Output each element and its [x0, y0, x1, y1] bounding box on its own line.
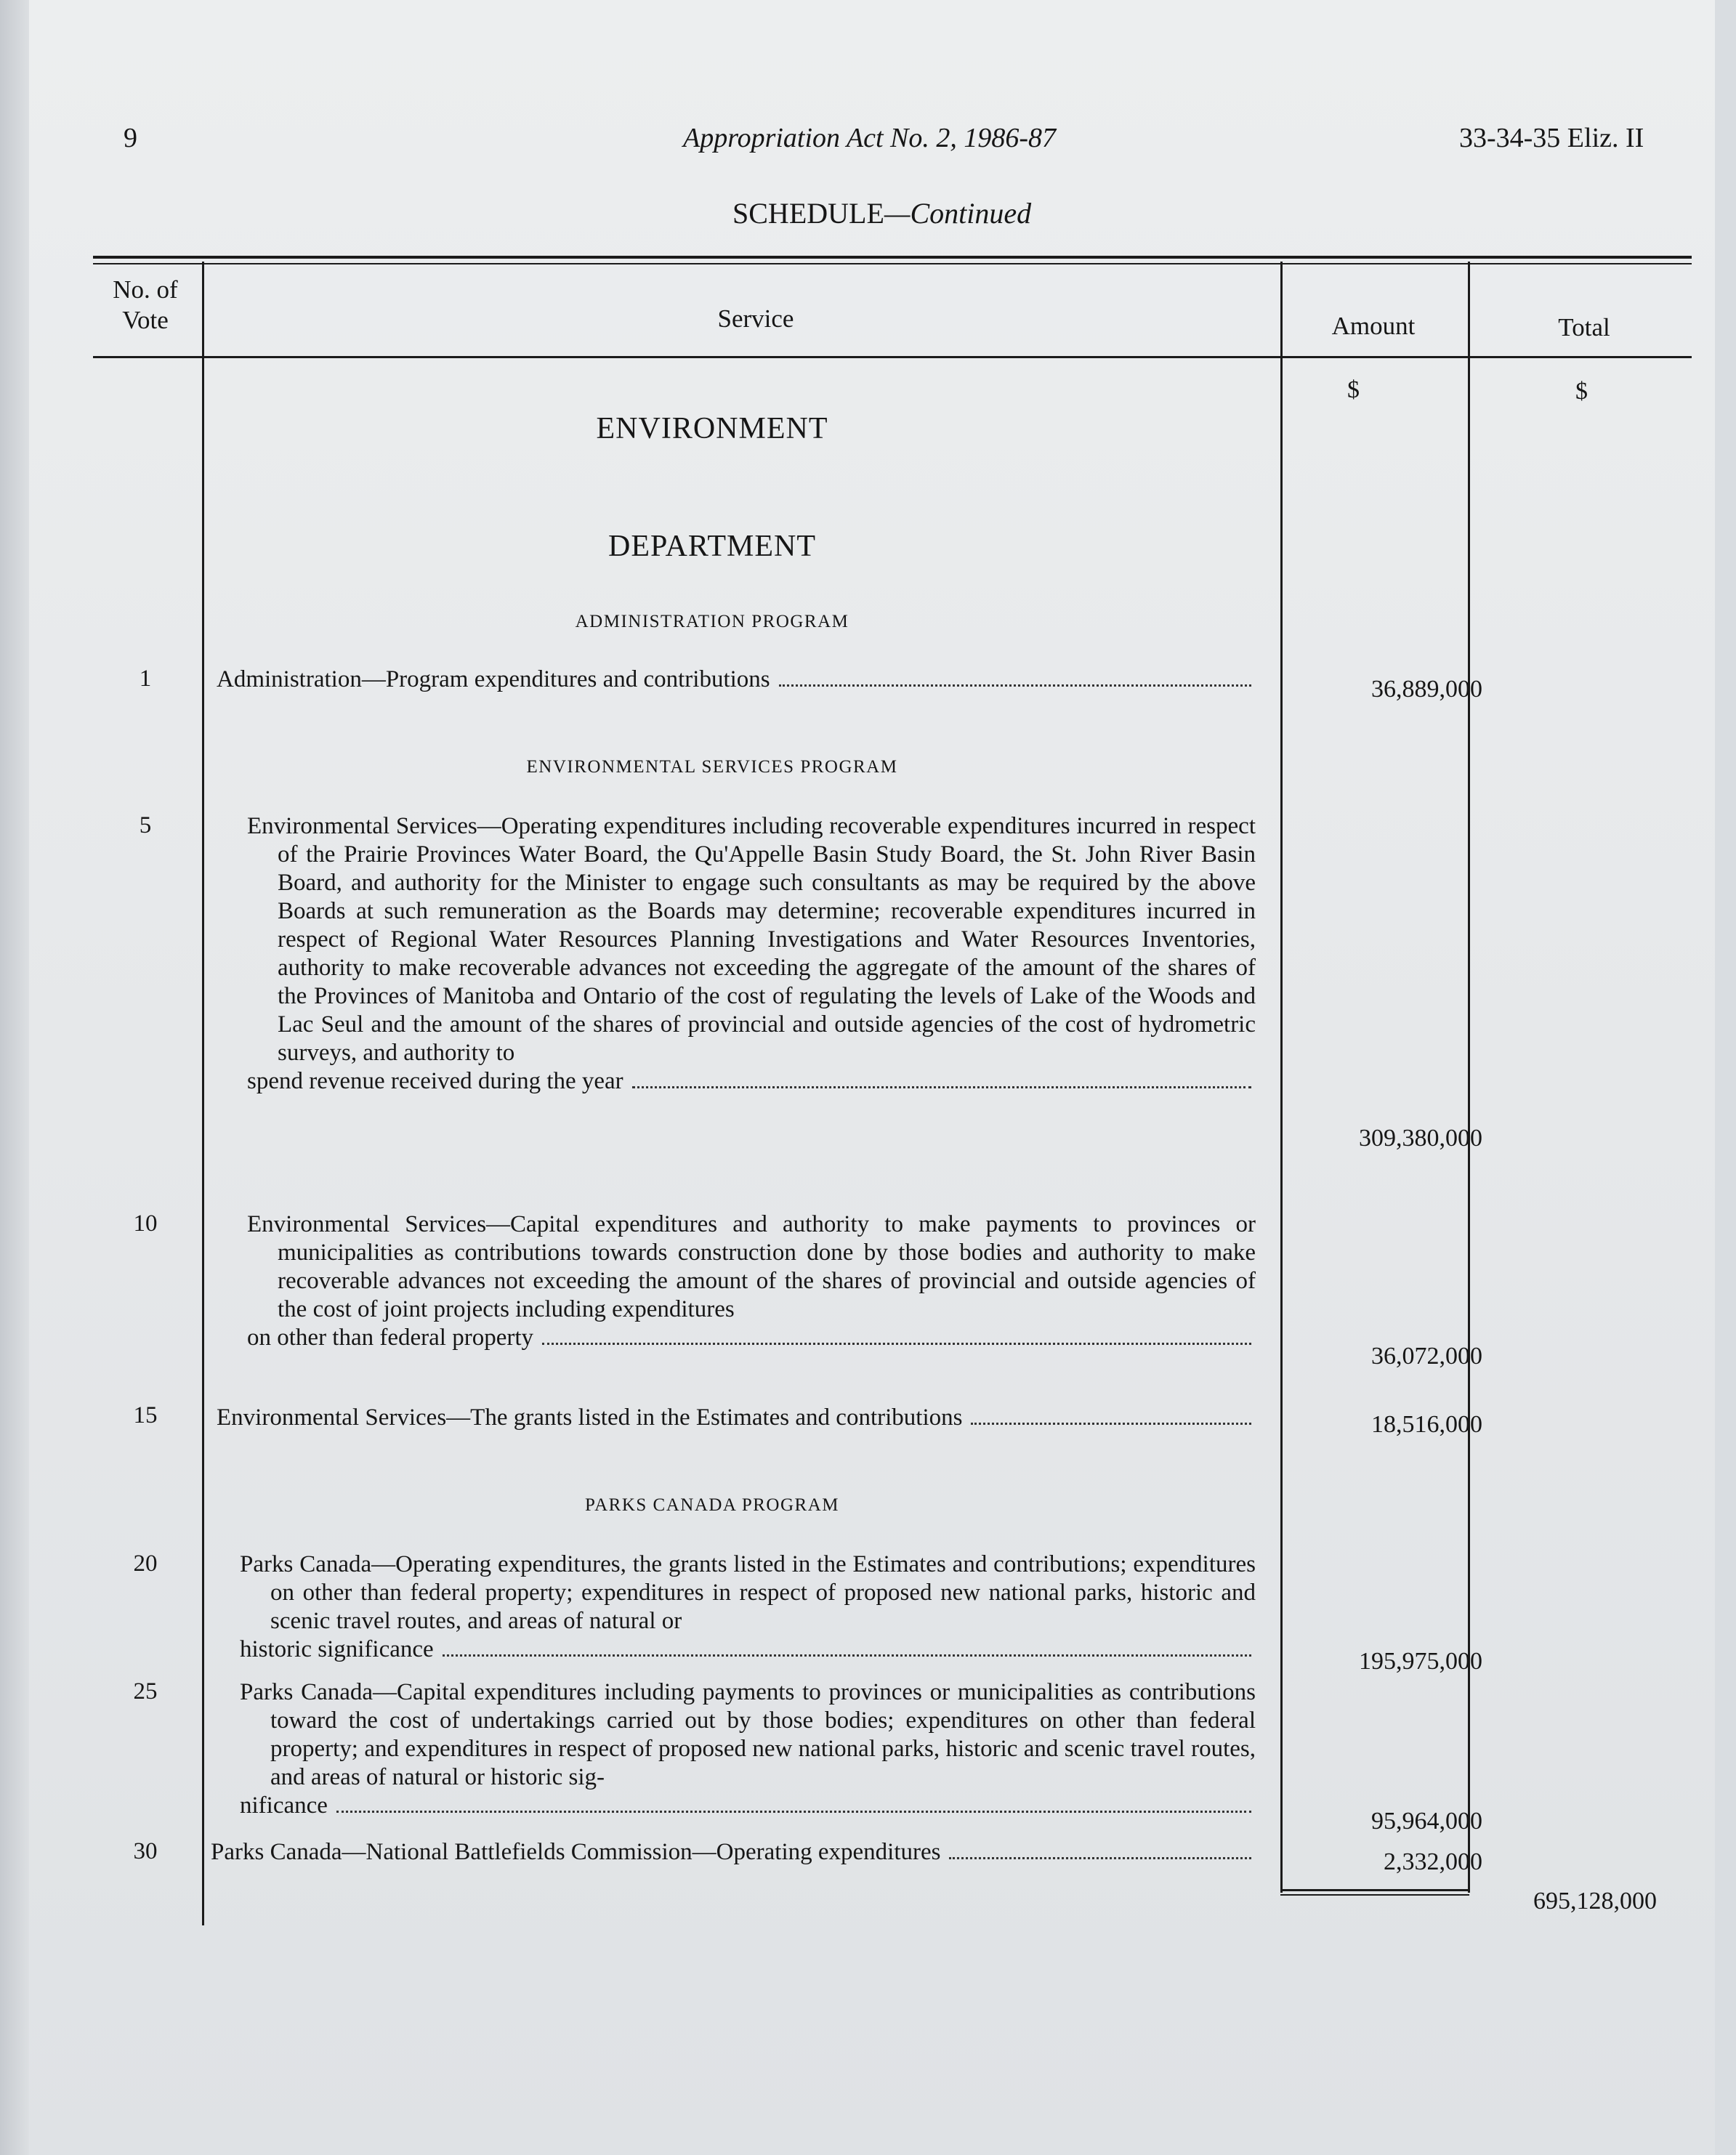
vote-text: Parks Canada—Capital expenditures including payments to provinces or municipalities as contributions toward the cost of undertakings carried out by those bodies; expenditures on other than federal property; and expenditures in respect of proposed new national parks, historic and scenic travel routes, and areas of natural or historic sig- — [240, 1679, 1256, 1790]
table-top-rule — [93, 256, 1692, 259]
total-currency: $ — [1575, 378, 1588, 405]
vote-number: 25 — [133, 1678, 158, 1705]
schedule-title — [732, 196, 1031, 230]
program-heading-environmental: ENVIRONMENTAL SERVICES PROGRAM — [526, 757, 898, 777]
vote-description — [240, 1550, 1256, 1664]
vote-amount: 95,964,000 — [1371, 1808, 1482, 1835]
column-header-vote: No. of Vote — [113, 275, 178, 334]
vote-amount: 36,889,000 — [1371, 676, 1482, 703]
vote-text: Parks Canada—Operating expenditures, the grants listed in the Estimates and contributions; expenditures on other than federal property; expenditures in respect of proposed new national parks, historic and scenic travel routes, and areas of natural or — [240, 1551, 1256, 1634]
vote-text-end: historic significance — [240, 1636, 434, 1662]
vote-description — [247, 812, 1256, 1096]
vote-column-divider — [202, 262, 204, 1925]
leader-dots — [779, 684, 1251, 687]
vote-text: Parks Canada—National Battlefields Commission—Operating expenditures — [211, 1839, 941, 1865]
vote-amount: 2,332,000 — [1384, 1848, 1482, 1875]
vote-number: 5 — [139, 812, 152, 838]
document-title: Appropriation Act No. 2, 1986-87 — [683, 123, 1056, 153]
vote-description — [247, 1210, 1256, 1352]
vote-text: Environmental Services—The grants listed in the Estimates and contributions — [217, 1404, 963, 1431]
vote-description — [240, 1678, 1256, 1820]
header-bottom-rule — [93, 356, 1692, 358]
vote-number: 30 — [133, 1838, 158, 1864]
grand-total: 695,128,000 — [1533, 1888, 1657, 1915]
table-top-rule-thin — [93, 263, 1692, 264]
leader-dots — [632, 1085, 1251, 1088]
vote-amount: 195,975,000 — [1359, 1648, 1482, 1675]
leader-dots — [949, 1856, 1251, 1859]
leader-dots — [443, 1654, 1251, 1657]
leader-dots — [336, 1810, 1251, 1813]
regnal-year: 33-34-35 Eliz. II — [1459, 123, 1644, 153]
program-heading-parks: PARKS CANADA PROGRAM — [584, 1495, 839, 1515]
vote-text: Administration—Program expenditures and contributions — [217, 666, 770, 692]
vote-text-end: spend revenue received during the year — [247, 1068, 623, 1094]
section-heading: ENVIRONMENT — [596, 412, 828, 445]
vote-text-end: on other than federal property — [247, 1325, 534, 1351]
vote-number: 20 — [133, 1550, 158, 1577]
document-page — [29, 0, 1715, 2155]
schedule-continued: —Continued — [884, 197, 1032, 230]
vote-text: Environmental Services—Operating expenditures including recoverable expenditures incurred in respect of the Prairie Provinces Water Board, the Qu'Appelle Basin Study Board, the St. John River Basin Board, and authority for the Minister to engage such consultants as may be required by the above Boards at such remuneration as the Boards may determine; recoverable expenditures incurred in respect of Regional Water Resources Planning Investigations and Water Resources Inventories, authority to make recoverable advances not exceeding the aggregate of the amount of the shares of the Provinces of Manitoba and Ontario of the cost of regulating the levels of Lake of the Woods and Lac Seul and the amount of the shares of provincial and outside agencies of the cost of hydrometric surveys, and authority to — [247, 813, 1256, 1066]
leader-dots — [971, 1422, 1251, 1425]
vote-amount: 18,516,000 — [1371, 1411, 1482, 1438]
column-header-service: Service — [717, 304, 794, 333]
vote-text-end: nificance — [240, 1792, 328, 1819]
leader-dots — [542, 1342, 1251, 1345]
amount-sum-rule-thin — [1280, 1894, 1469, 1896]
vote-amount: 36,072,000 — [1371, 1343, 1482, 1370]
page-edge — [0, 0, 29, 2155]
vote-text: Environmental Services—Capital expenditures and authority to make payments to provinces or municipalities as contributions towards construction done by those bodies and authority to make recoverable advances not exceeding the amount of the shares of provincial and outside agencies of the cost of joint projects including expenditures — [247, 1211, 1256, 1322]
vote-description — [217, 1404, 1256, 1432]
vote-number: 10 — [133, 1210, 158, 1237]
program-heading-admin: ADMINISTRATION PROGRAM — [575, 612, 849, 631]
amount-sum-rule — [1280, 1889, 1469, 1891]
column-header-total: Total — [1558, 313, 1610, 341]
vote-number: 1 — [139, 666, 152, 692]
amount-currency: $ — [1347, 376, 1360, 403]
vote-number: 15 — [133, 1402, 158, 1428]
vote-description — [217, 666, 1256, 694]
vote-amount: 309,380,000 — [1359, 1125, 1482, 1152]
amount-column-left-divider — [1280, 262, 1283, 1893]
column-header-amount: Amount — [1331, 312, 1416, 340]
page-number: 9 — [124, 123, 137, 153]
department-heading: DEPARTMENT — [608, 530, 816, 563]
schedule-label: SCHEDULE — [732, 197, 884, 230]
vote-description — [211, 1838, 1256, 1867]
